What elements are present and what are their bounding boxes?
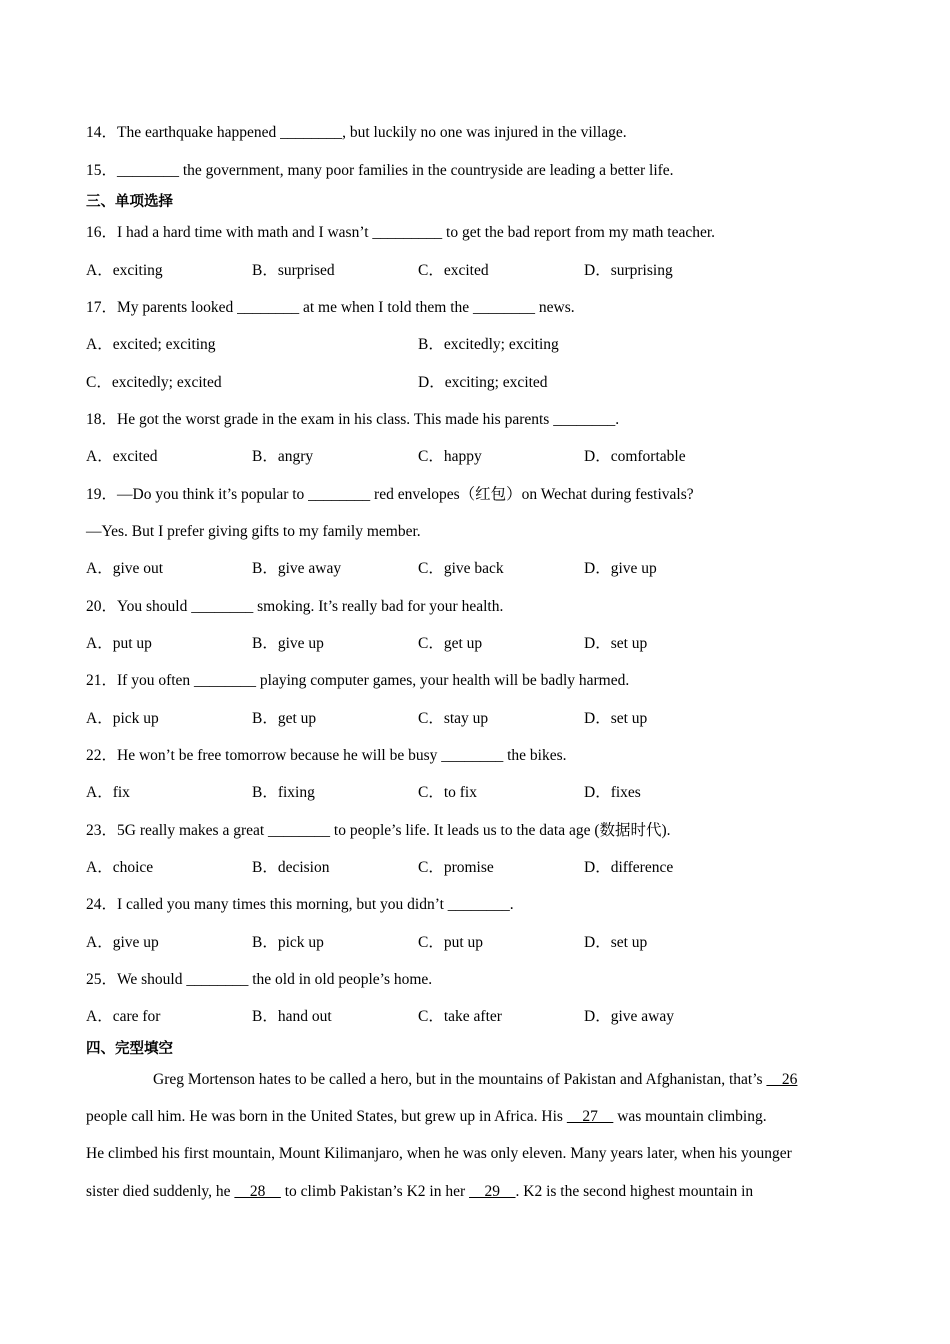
q16-option-d: D．surprising <box>584 262 673 279</box>
q20-option-d: D．set up <box>584 635 648 652</box>
blank-26: 26 <box>766 1071 798 1088</box>
blank-28: 28 <box>234 1183 281 1200</box>
q18-option-a: A．excited <box>86 448 158 465</box>
q25-option-d: D．give away <box>584 1008 674 1025</box>
q18-option-d: D．comfortable <box>584 448 686 465</box>
q21-option-b: B．get up <box>252 710 317 727</box>
q16-option-a: A．exciting <box>86 262 163 279</box>
question-18: 18．He got the worst grade in the exam in his class. This made his parents ________. <box>86 411 620 428</box>
question-19-reply: —Yes. But I prefer giving gifts to my family member. <box>86 523 421 540</box>
question-20: 20．You should ________ smoking. It’s really bad for your health. <box>86 598 504 615</box>
q22-option-c: C．to fix <box>418 784 477 801</box>
passage-text: was mountain climbing. <box>613 1108 767 1125</box>
blank-27: 27 <box>566 1108 614 1125</box>
q22-option-a: A．fix <box>86 784 130 801</box>
section-heading-single-choice: 三、单项选择 <box>86 194 173 210</box>
q22-option-b: B．fixing <box>252 784 315 801</box>
question-15: 15．________ the government, many poor families in the countryside are leading a better life. <box>86 162 674 179</box>
question-14: 14．The earthquake happened ________, but luckily no one was injured in the village. <box>86 124 627 141</box>
passage-text: Greg Mortenson hates to be called a hero, but in the mountains of Pakistan and Afghanistan, that’s <box>153 1071 767 1088</box>
question-16: 16．I had a hard time with math and I wasn’t _________ to get the bad report from my math teacher. <box>86 224 716 241</box>
q21-option-d: D．set up <box>584 710 648 727</box>
passage-text: people call him. He was born in the United States, but grew up in Africa. His <box>86 1108 567 1125</box>
q20-option-c: C．get up <box>418 635 483 652</box>
passage-line-4 <box>86 1182 753 1202</box>
q18-option-c: C．happy <box>418 448 482 465</box>
q17-option-a: A．excited; exciting <box>86 336 216 353</box>
passage-text: to climb Pakistan’s K2 in her <box>280 1183 470 1200</box>
q19-option-c: C．give back <box>418 560 504 577</box>
question-23: 23．5G really makes a great ________ to people’s life. It leads us to the data age (数据时代). <box>86 822 671 839</box>
question-25: 25．We should ________ the old in old people’s home. <box>86 971 433 988</box>
q17-option-d: D．exciting; excited <box>418 374 548 391</box>
section-heading-cloze: 四、完型填空 <box>86 1041 173 1057</box>
q24-option-c: C．put up <box>418 934 484 951</box>
q24-option-d: D．set up <box>584 934 648 951</box>
q25-option-c: C．take after <box>418 1008 502 1025</box>
passage-text: sister died suddenly, he <box>86 1183 235 1200</box>
q23-option-b: B．decision <box>252 859 330 876</box>
q21-option-a: A．pick up <box>86 710 159 727</box>
blank-29: 29 <box>469 1183 516 1200</box>
passage-line-2 <box>86 1107 767 1127</box>
q24-option-b: B．pick up <box>252 934 324 951</box>
q20-option-a: A．put up <box>86 635 152 652</box>
question-22: 22．He won’t be free tomorrow because he will be busy ________ the bikes. <box>86 747 567 764</box>
q23-option-a: A．choice <box>86 859 154 876</box>
question-21: 21．If you often ________ playing computer games, your health will be badly harmed. <box>86 672 630 689</box>
q17-option-b: B．excitedly; exciting <box>418 336 559 353</box>
q23-option-c: C．promise <box>418 859 494 876</box>
q19-option-a: A．give out <box>86 560 164 577</box>
question-17: 17．My parents looked ________ at me when I told them the ________ news. <box>86 299 575 316</box>
question-19: 19．—Do you think it’s popular to ________ red envelopes（红包）on Wechat during festivals? <box>86 486 694 503</box>
passage-text: . K2 is the second highest mountain in <box>515 1183 754 1200</box>
q19-option-b: B．give away <box>252 560 342 577</box>
q16-option-c: C．excited <box>418 262 489 279</box>
q17-option-c: C．excitedly; excited <box>86 374 222 391</box>
q20-option-b: B．give up <box>252 635 324 652</box>
q19-option-d: D．give up <box>584 560 657 577</box>
q22-option-d: D．fixes <box>584 784 641 801</box>
q16-option-b: B．surprised <box>252 262 335 279</box>
q25-option-a: A．care for <box>86 1008 161 1025</box>
q18-option-b: B．angry <box>252 448 314 465</box>
passage-line-3: He climbed his first mountain, Mount Kilimanjaro, when he was only eleven. Many years later, when his younger <box>86 1145 792 1162</box>
q21-option-c: C．stay up <box>418 710 489 727</box>
question-24: 24．I called you many times this morning, but you didn’t ________. <box>86 896 514 913</box>
q24-option-a: A．give up <box>86 934 159 951</box>
passage-line-1 <box>153 1070 797 1090</box>
q23-option-d: D．difference <box>584 859 674 876</box>
q25-option-b: B．hand out <box>252 1008 332 1025</box>
